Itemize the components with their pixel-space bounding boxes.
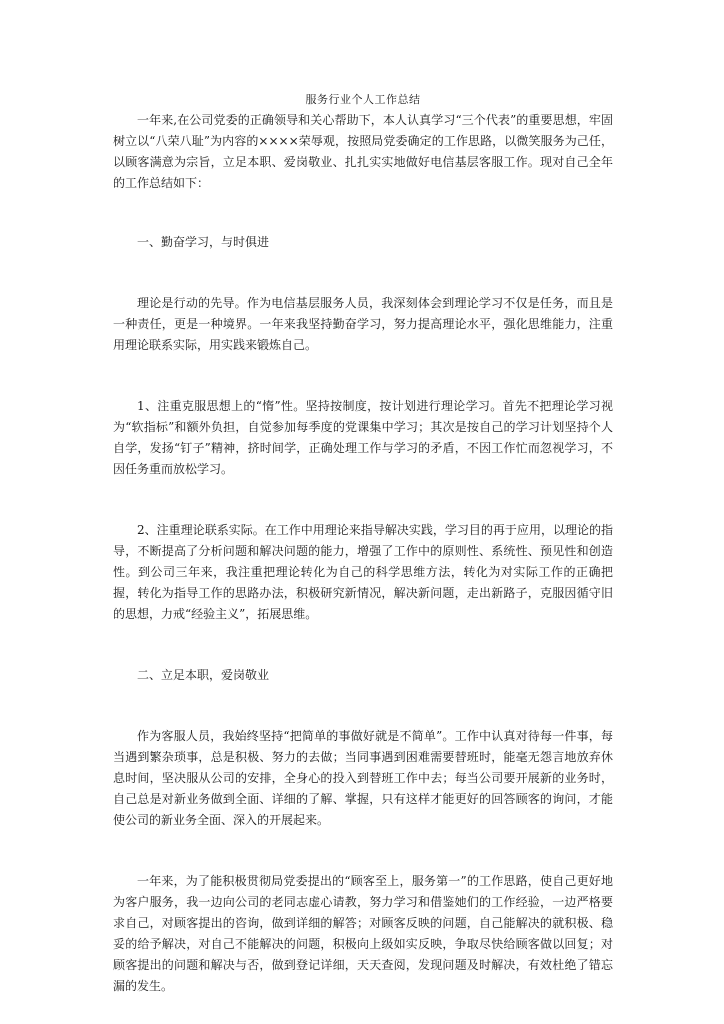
spacer (113, 831, 613, 871)
section1-paragraph-3: 2、注重理论联系实际。在工作中用理论来指导解决实践，学习目的再于应用，以理论的指导，不断提高了分析问题和解决问题的能力，增强了工作中的原则性、系统性、预见性和创造性。到公司三年来，我注重把理论转化为自己的科学思维方法，转化为对实际工作的正确把握，转化为指导工作的思路办法，积极研究新情况，解决新问题，走出新路子，克服因循守旧的思想，力戒“经验主义”，拓展思维。 (113, 523, 613, 621)
section2-paragraph-1: 作为客服人员，我始终坚持“把简单的事做好就是不简单”。工作中认真对待每一件事，每当遇到繁杂琐事，总是积极、努力的去做；当同事遇到困难需要替班时，能毫无怨言地放弃休息时间，坚决服从公司的安排，全身心的投入到替班工作中去；每当公司要开展新的业务时，自己总是对新业务做到全面、详细的了解、掌握，只有这样才能更好的回答顾客的询问，才能使公司的新业务全面、深入的开展起来。 (113, 729, 613, 827)
spacer (113, 625, 613, 665)
section1-heading: 一、勤奋学习，与时俱进 (137, 235, 270, 249)
section2-heading: 二、立足本职，爱岗敬业 (137, 668, 270, 682)
section1-paragraph-2: 1、注重克服思想上的“惰”性。坚持按制度，按计划进行理论学习。首先不把理论学习视为“软指标”和额外负担，自觉参加每季度的党课集中学习；其次是按自己的学习计划坚持个人自学，发扬“钉子”精神，挤时间学，正确处理工作与学习的矛盾，不因工作忙而忽视学习，不因任务重而放松学习。 (113, 399, 613, 476)
spacer (113, 356, 613, 396)
spacer (113, 686, 613, 726)
spacer (113, 253, 613, 293)
intro-paragraph: 一年来,在公司党委的正确领导和关心帮助下，本人认真学习“三个代表”的重要思想，牢固树立以“八荣八耻”为内容的××××荣辱观，按照局党委确定的工作思路，以微笑服务为己任，以顾客满意为宗旨，立足本职、爱岗敬业、扎扎实实地做好电信基层客服工作。现对自己全年的工作总结如下： (113, 113, 613, 190)
spacer (113, 480, 613, 520)
document-page (113, 92, 613, 997)
section1-paragraph-1: 理论是行动的先导。作为电信基层服务人员，我深刻体会到理论学习不仅是任务，而且是一种责任，更是一种境界。一年来我坚持勤奋学习，努力提高理论水平，强化思维能力，注重用理论联系实际，用实践来锻炼自己。 (113, 296, 613, 352)
document-title: 服务行业个人工作总结 (305, 93, 421, 106)
spacer (113, 194, 613, 232)
section2-paragraph-2: 一年来，为了能积极贯彻局党委提出的“顾客至上，服务第一”的工作思路，使自己更好地为客户服务，我一边向公司的老同志虚心请教，努力学习和借鉴她们的工作经验，一边严格要求自己，对顾客提出的咨询，做到详细的解答；对顾客反映的问题，自己能解决的就积极、稳妥的给予解决，对自己不能解决的问题，积极向上级如实反映，争取尽快给顾客做以回复；对顾客提出的问题和解决与否，做到登记详细，天天查阅，发现问题及时解决，有效杜绝了错忘漏的发生。 (113, 874, 613, 993)
